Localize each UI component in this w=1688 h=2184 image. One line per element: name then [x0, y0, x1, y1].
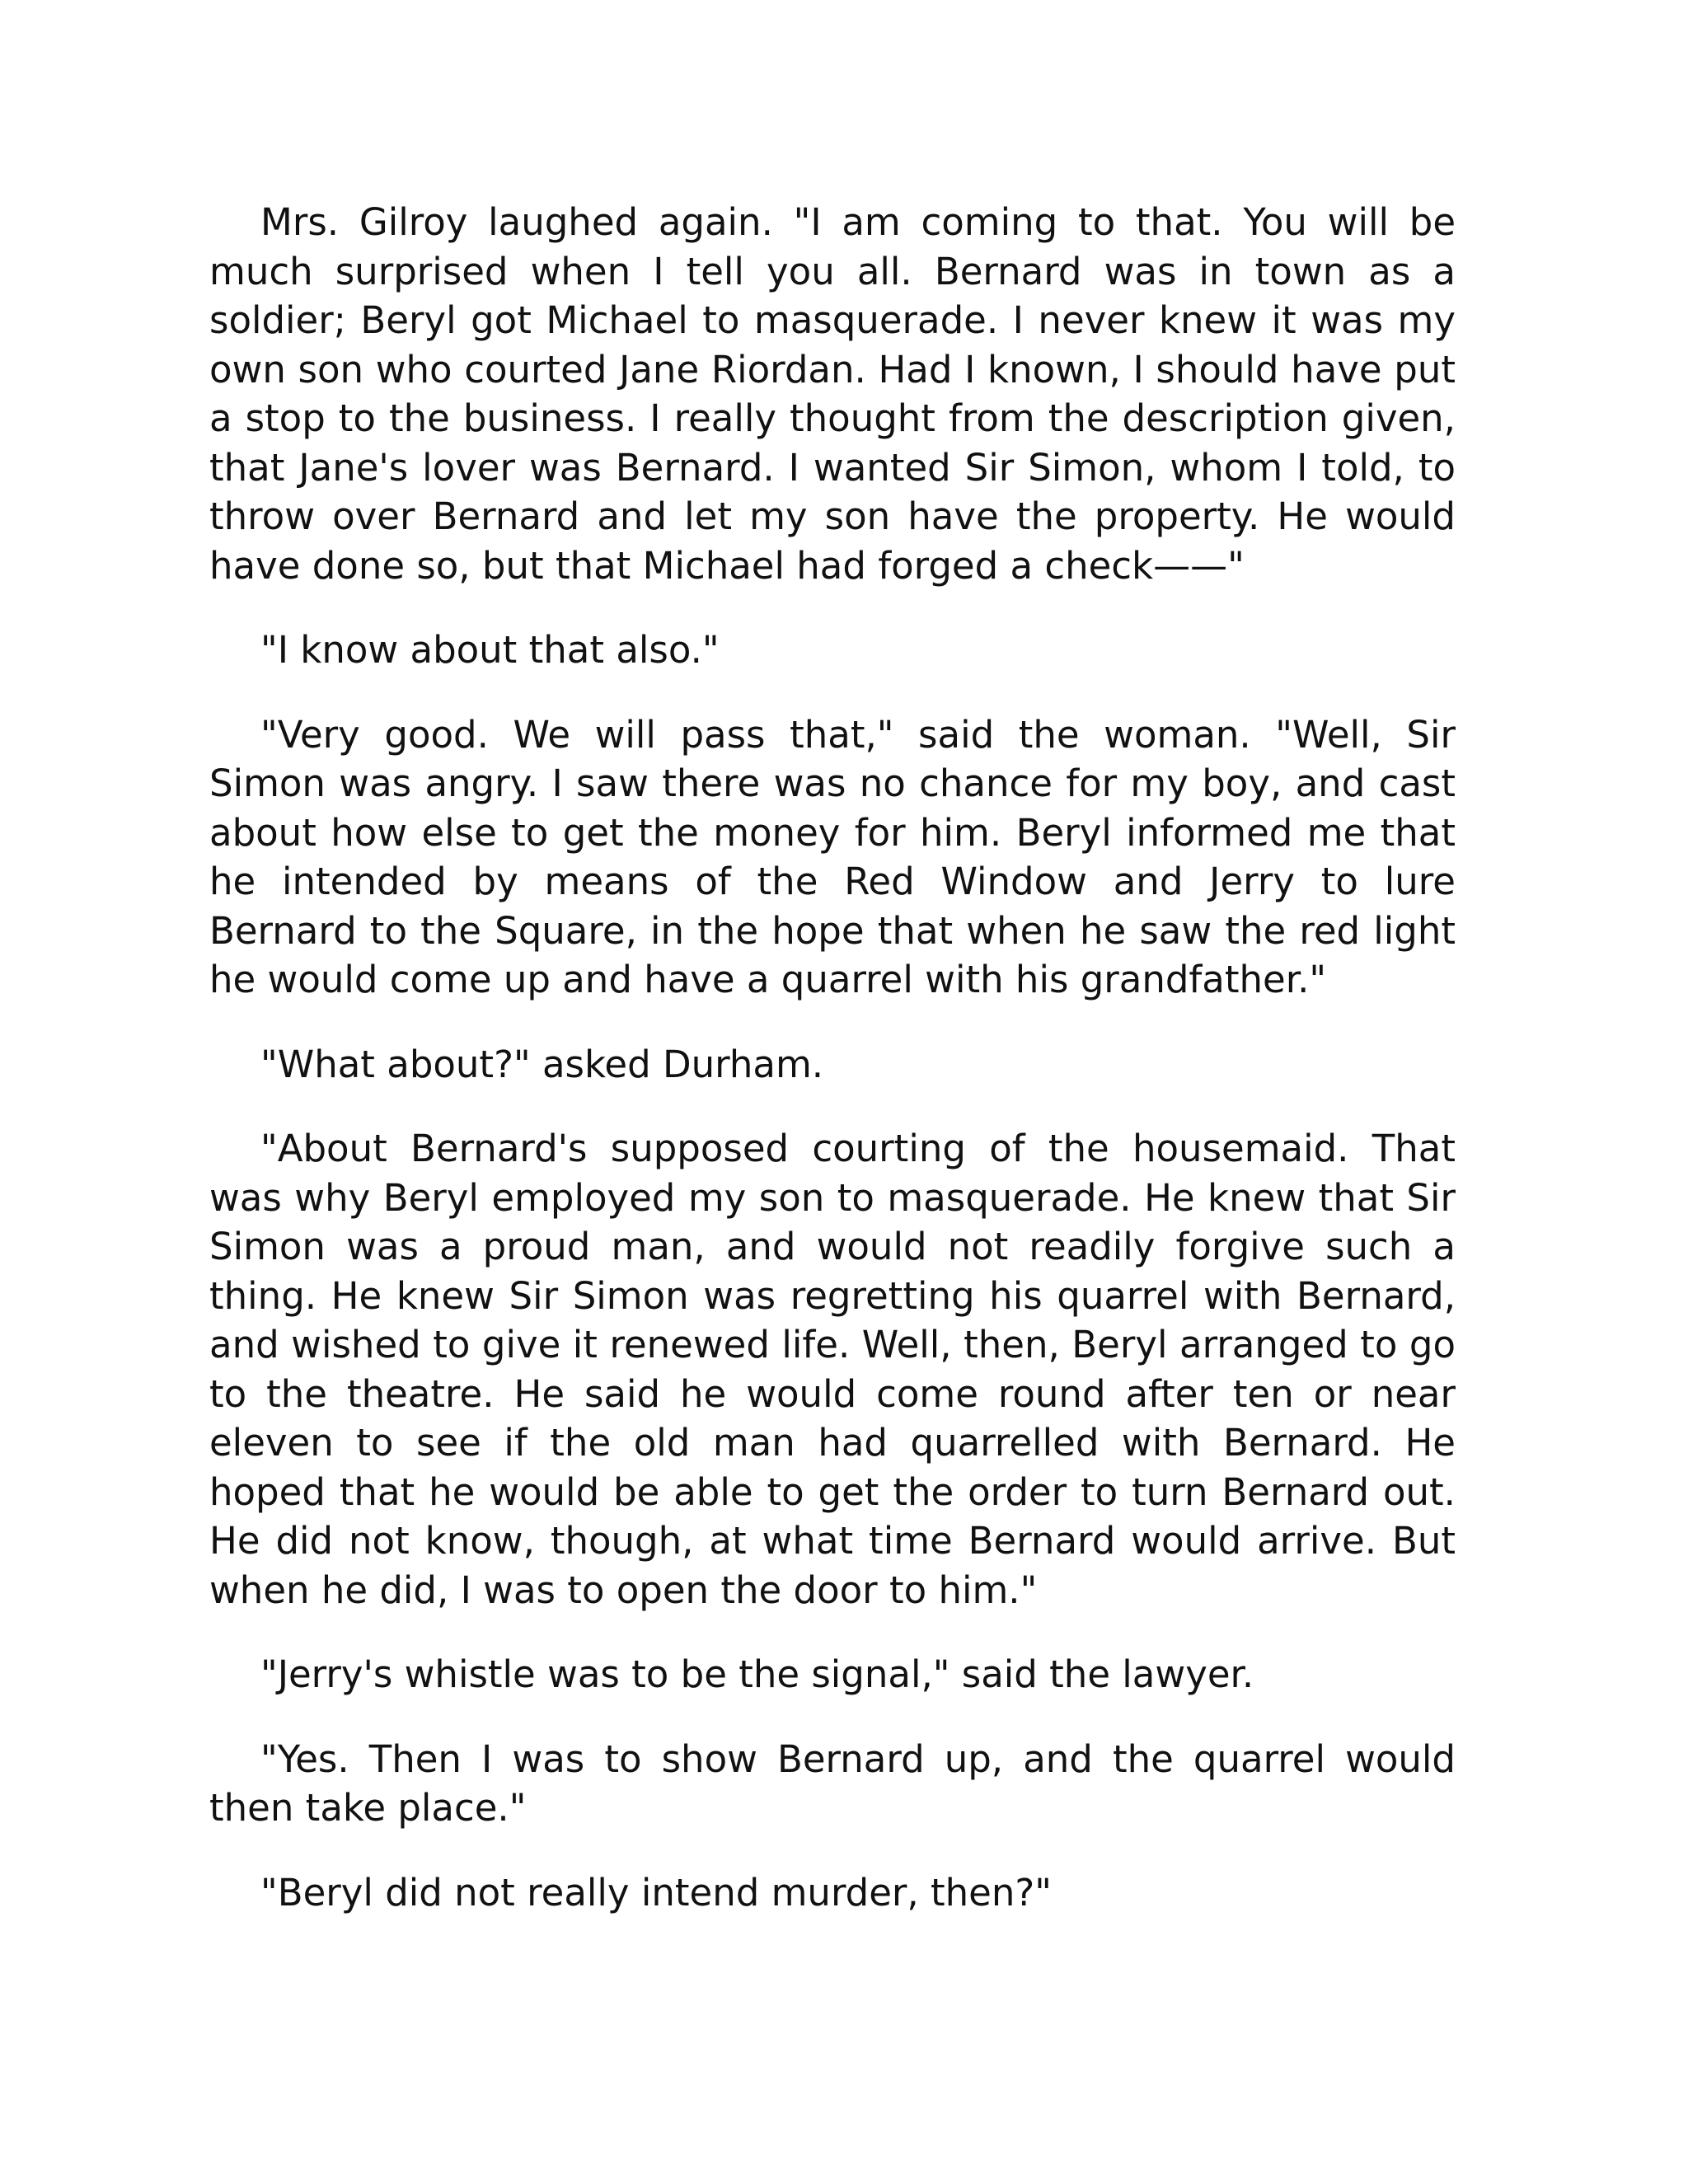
paragraph-5: "About Bernard's supposed courting of the housemaid. That was why Beryl employed my son to masquerade. He knew that Sir Simon was a proud man, and would not readily forgive such a thing. He knew Sir Simon was regretting his quarrel with Bernard, and wished to give it renewed life. Well, then, Beryl arranged to go to the theatre. He said he would come round after ten or near eleven to see if the old man had quarrelled with Bernard. He hoped that he would be able to get the order to turn Bernard out. He did not know, though, at what time Bernard would arrive. But when he did, I was to open the door to him.": [209, 1127, 1456, 1612]
paragraph-3: "Very good. We will pass that," said the woman. "Well, Sir Simon was angry. I saw there was no chance for my boy, and cast about how else to get the money for him. Beryl informed me that he intended by means of the Red Window and Jerry to lure Bernard to the Square, in the hope that when he saw the red light he would come up and have a quarrel with his grandfather.": [209, 712, 1456, 1001]
paragraph-8: "Beryl did not really intend murder, then?": [260, 1870, 1052, 1915]
paragraph-7: "Yes. Then I was to show Bernard up, and the quarrel would then take place.": [209, 1736, 1456, 1830]
paragraph-1: Mrs. Gilroy laughed again. "I am coming to that. You will be much surprised when I tell you all. Bernard was in town as a soldier; Beryl got Michael to masquerade. I never knew it was my own son who courted Jane Riordan. Had I known, I should have put a stop to the business. I really thought from the description given, that Jane's lover was Bernard. I wanted Sir Simon, whom I told, to throw over Bernard and let my son have the property. He would have done so, but that Michael had forged a check——": [209, 200, 1456, 588]
paragraph-4: "What about?" asked Durham.: [260, 1042, 824, 1086]
document-page: [209, 198, 1456, 1952]
paragraph-6: "Jerry's whistle was to be the signal," said the lawyer.: [260, 1652, 1254, 1696]
paragraph-2: "I know about that also.": [260, 628, 720, 672]
